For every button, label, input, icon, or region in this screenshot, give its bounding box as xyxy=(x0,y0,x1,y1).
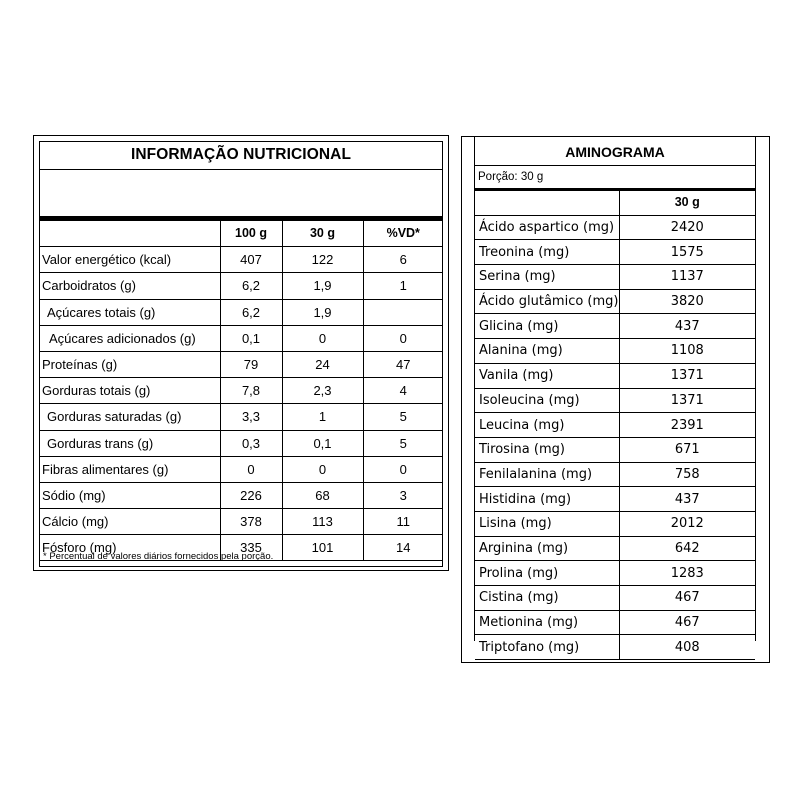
nutrient-label: Fibras alimentares (g) xyxy=(40,456,220,482)
aminogram-row xyxy=(475,610,755,635)
nutrition-row xyxy=(40,247,443,273)
aminogram-row xyxy=(475,215,755,240)
value-vd: 0 xyxy=(363,456,443,482)
amino-acid-value: 2391 xyxy=(619,413,755,438)
amino-acid-value: 1371 xyxy=(619,363,755,388)
nutrition-row xyxy=(40,404,443,430)
value-100g: 6,2 xyxy=(220,273,282,299)
aminogram-row xyxy=(475,413,755,438)
amino-acid-value: 1575 xyxy=(619,240,755,265)
column-header-30g: 30 g xyxy=(282,221,363,247)
amino-acid-name: Histidina (mg) xyxy=(475,487,619,512)
amino-acid-name: Fenilalanina (mg) xyxy=(475,462,619,487)
nutrient-label: Carboidratos (g) xyxy=(40,273,220,299)
aminogram-header-empty xyxy=(475,191,619,215)
value-100g: 6,2 xyxy=(220,299,282,325)
nutrition-title: INFORMAÇÃO NUTRICIONAL xyxy=(130,146,352,163)
aminogram-title: AMINOGRAMA xyxy=(565,144,665,160)
nutrition-row xyxy=(40,299,443,325)
value-30g: 101 xyxy=(282,535,363,561)
nutrition-row xyxy=(40,378,443,404)
amino-acid-name: Leucina (mg) xyxy=(475,413,619,438)
value-vd xyxy=(363,299,443,325)
amino-acid-name: Glicina (mg) xyxy=(475,314,619,339)
aminogram-row xyxy=(475,511,755,536)
value-vd: 5 xyxy=(363,404,443,430)
value-30g: 1,9 xyxy=(282,299,363,325)
aminogram-row xyxy=(475,487,755,512)
amino-acid-value: 408 xyxy=(619,635,755,660)
nutrition-row xyxy=(40,273,443,299)
amino-acid-name: Cistina (mg) xyxy=(475,586,619,611)
amino-acid-name: Isoleucina (mg) xyxy=(475,388,619,413)
aminogram-rows xyxy=(475,215,755,659)
column-header-vd: %VD* xyxy=(363,221,443,247)
nutrient-label: Sódio (mg) xyxy=(40,482,220,508)
aminogram-row xyxy=(475,437,755,462)
nutrition-header-row xyxy=(40,221,443,247)
aminogram-row xyxy=(475,240,755,265)
aminogram-row xyxy=(475,314,755,339)
column-header-label xyxy=(40,221,220,247)
amino-acid-name: Metionina (mg) xyxy=(475,610,619,635)
value-vd: 1 xyxy=(363,273,443,299)
aminogram-row xyxy=(475,635,755,660)
value-100g: 0 xyxy=(220,456,282,482)
aminogram-table-frame xyxy=(474,137,756,655)
amino-acid-value: 3820 xyxy=(619,289,755,314)
amino-acid-value: 1283 xyxy=(619,561,755,586)
amino-acid-name: Serina (mg) xyxy=(475,265,619,290)
nutrition-footnote: * Percentual de valores diários fornecidos pela porção. xyxy=(43,551,274,562)
value-100g: 0,1 xyxy=(220,325,282,351)
amino-acid-name: Treonina (mg) xyxy=(475,240,619,265)
nutrition-row xyxy=(40,351,443,377)
aminogram-header-30g: 30 g xyxy=(619,191,755,215)
aminogram-header-row xyxy=(475,191,755,215)
value-30g: 113 xyxy=(282,509,363,535)
aminogram-row xyxy=(475,586,755,611)
amino-acid-value: 642 xyxy=(619,536,755,561)
value-30g: 0 xyxy=(282,456,363,482)
value-vd: 47 xyxy=(363,351,443,377)
amino-acid-value: 1108 xyxy=(619,339,755,364)
amino-acid-name: Lisina (mg) xyxy=(475,511,619,536)
aminogram-panel xyxy=(461,136,770,663)
nutrition-row xyxy=(40,456,443,482)
amino-acid-name: Tirosina (mg) xyxy=(475,437,619,462)
value-100g: 335 xyxy=(220,535,282,561)
nutrient-label: Fósforo (mg) xyxy=(40,535,220,561)
amino-acid-value: 1137 xyxy=(619,265,755,290)
nutrition-rows xyxy=(40,247,443,561)
amino-acid-value: 437 xyxy=(619,314,755,339)
amino-acid-name: Vanila (mg) xyxy=(475,363,619,388)
nutrient-label: Açúcares totais (g) xyxy=(40,299,220,325)
nutrient-label: Valor energético (kcal) xyxy=(40,247,220,273)
amino-acid-name: Ácido glutâmico (mg) xyxy=(475,289,619,314)
nutrition-panel xyxy=(33,135,449,571)
amino-acid-value: 1371 xyxy=(619,388,755,413)
nutrient-label: Gorduras saturadas (g) xyxy=(40,404,220,430)
aminogram-row xyxy=(475,289,755,314)
amino-acid-value: 671 xyxy=(619,437,755,462)
value-30g: 0,1 xyxy=(282,430,363,456)
value-30g: 1 xyxy=(282,404,363,430)
amino-acid-value: 437 xyxy=(619,487,755,512)
value-100g: 0,3 xyxy=(220,430,282,456)
value-30g: 2,3 xyxy=(282,378,363,404)
aminogram-row xyxy=(475,536,755,561)
nutrition-table-frame xyxy=(39,141,443,567)
value-100g: 79 xyxy=(220,351,282,377)
nutrient-label: Gorduras trans (g) xyxy=(40,430,220,456)
value-100g: 7,8 xyxy=(220,378,282,404)
nutrient-label: Gorduras totais (g) xyxy=(40,378,220,404)
value-30g: 0 xyxy=(282,325,363,351)
nutrition-row xyxy=(40,509,443,535)
aminogram-row xyxy=(475,339,755,364)
nutrient-label: Açúcares adicionados (g) xyxy=(40,325,220,351)
aminogram-row xyxy=(475,388,755,413)
value-100g: 226 xyxy=(220,482,282,508)
nutrition-row xyxy=(40,325,443,351)
column-header-100g: 100 g xyxy=(220,221,282,247)
aminogram-portion: Porção: 30 g xyxy=(478,171,544,183)
value-vd: 11 xyxy=(363,509,443,535)
value-30g: 122 xyxy=(282,247,363,273)
value-vd: 3 xyxy=(363,482,443,508)
value-vd: 4 xyxy=(363,378,443,404)
amino-acid-name: Prolina (mg) xyxy=(475,561,619,586)
amino-acid-name: Triptofano (mg) xyxy=(475,635,619,660)
nutrition-table xyxy=(40,221,443,561)
amino-acid-name: Ácido aspartico (mg) xyxy=(475,215,619,240)
amino-acid-value: 2012 xyxy=(619,511,755,536)
value-100g: 3,3 xyxy=(220,404,282,430)
value-30g: 68 xyxy=(282,482,363,508)
aminogram-row xyxy=(475,363,755,388)
aminogram-row xyxy=(475,462,755,487)
value-vd: 0 xyxy=(363,325,443,351)
amino-acid-name: Arginina (mg) xyxy=(475,536,619,561)
nutrition-row xyxy=(40,482,443,508)
amino-acid-value: 467 xyxy=(619,610,755,635)
amino-acid-name: Alanina (mg) xyxy=(475,339,619,364)
value-30g: 1,9 xyxy=(282,273,363,299)
aminogram-row xyxy=(475,561,755,586)
amino-acid-value: 758 xyxy=(619,462,755,487)
aminogram-row xyxy=(475,265,755,290)
amino-acid-value: 2420 xyxy=(619,215,755,240)
aminogram-table xyxy=(475,191,755,660)
value-vd: 5 xyxy=(363,430,443,456)
nutrition-row xyxy=(40,430,443,456)
value-30g: 24 xyxy=(282,351,363,377)
title-divider xyxy=(40,169,442,170)
value-vd: 6 xyxy=(363,247,443,273)
nutrient-label: Proteínas (g) xyxy=(40,351,220,377)
amino-acid-value: 467 xyxy=(619,586,755,611)
nutrient-label: Cálcio (mg) xyxy=(40,509,220,535)
value-100g: 378 xyxy=(220,509,282,535)
value-100g: 407 xyxy=(220,247,282,273)
value-vd: 14 xyxy=(363,535,443,561)
